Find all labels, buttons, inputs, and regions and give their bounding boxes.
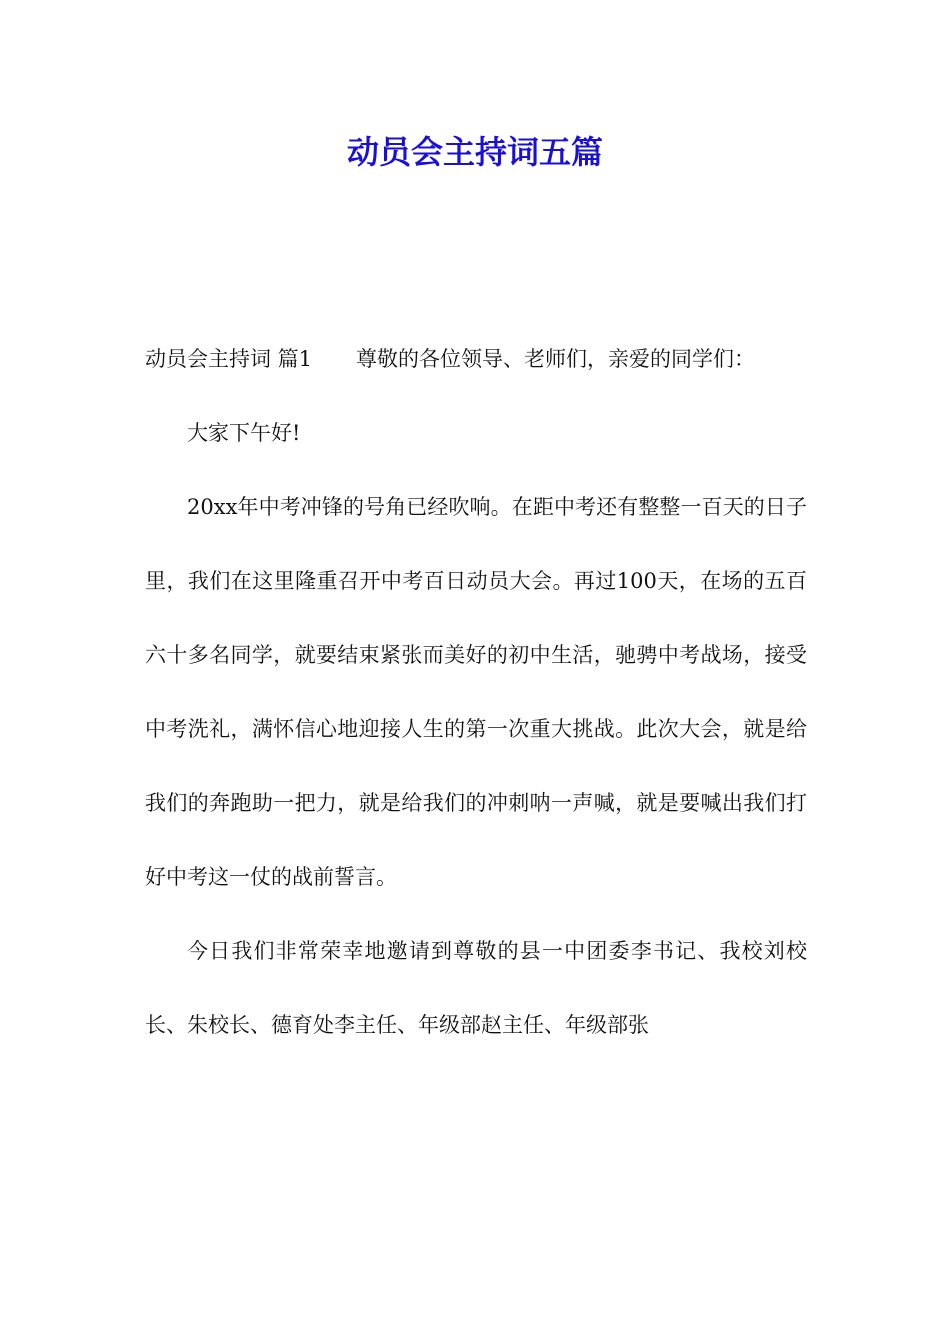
greeting-paragraph: 大家下午好! [187,421,301,445]
document-body [145,322,807,1062]
section-heading: 动员会主持词 篇1 [145,347,313,371]
salutation-text: 尊敬的各位领导、老师们，亲爱的同学们： [356,347,756,371]
body-paragraph: 今日我们非常荣幸地邀请到尊敬的县一中团委李书记、我校刘校长、朱校长、德育处李主任、年级部赵主任、年级部张 [145,939,807,1037]
body-paragraph: 20xx年中考冲锋的号角已经吹响。在距中考还有整整一百天的日子里，我们在这里隆重召开中考百日动员大会。再过100天，在场的五百六十多名同学，就要结束紧张而美好的初中生活，驰骋中考战场，接受中考洗礼，满怀信心地迎接人生的第一次重大挑战。此次大会，就是给我们的奔跑助一把力，就是给我们的冲刺呐一声喊，就是要喊出我们打好中考这一仗的战前誓言。 [145,495,807,889]
opening-paragraph [145,322,807,396]
document-title: 动员会主持词五篇 [346,133,603,171]
